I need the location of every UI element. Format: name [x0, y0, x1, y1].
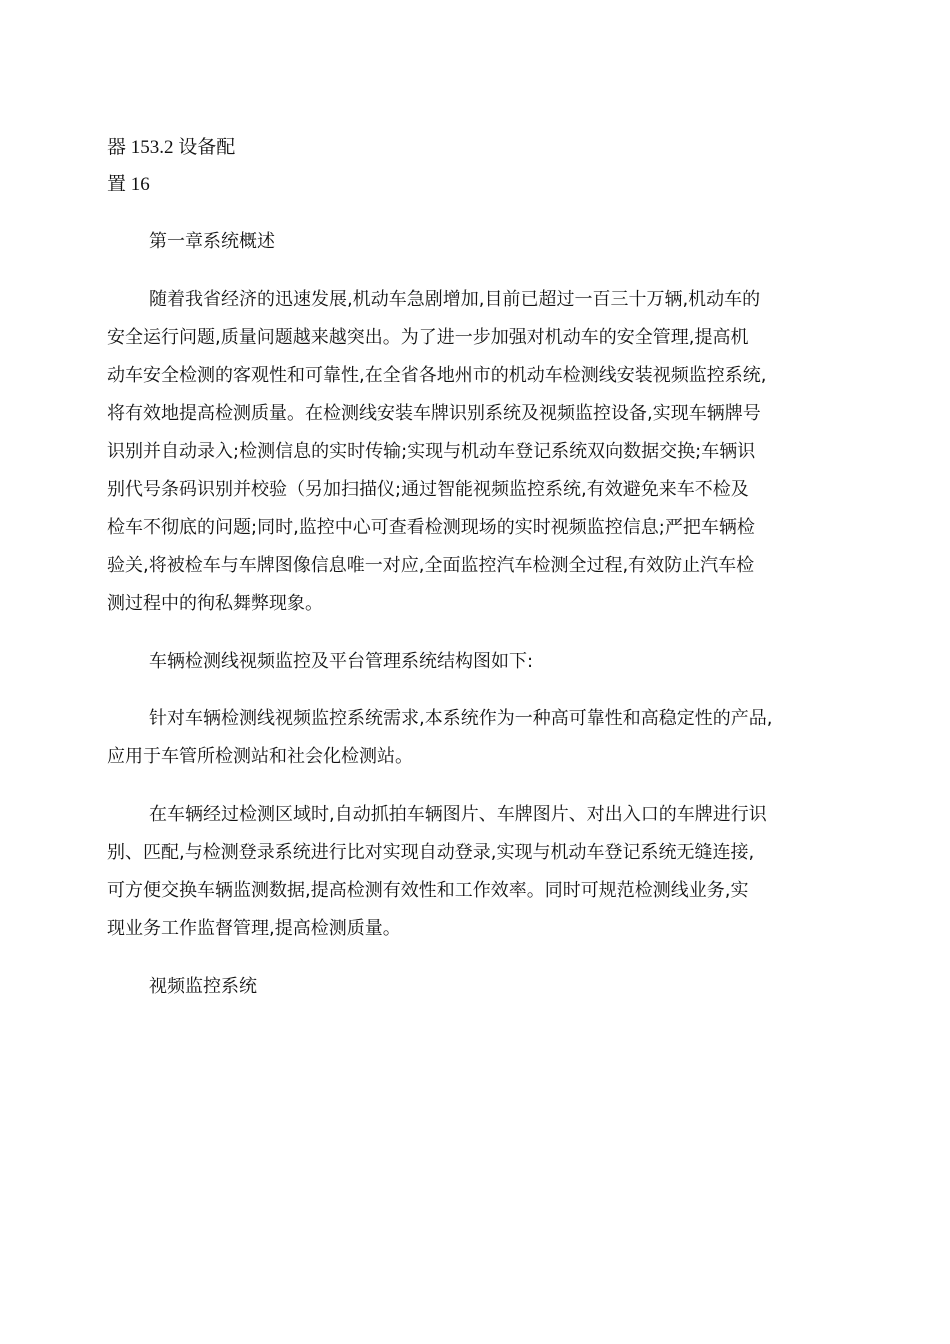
paragraph-line: 安全运行问题,质量问题越来越突出。为了进一步加强对机动车的安全管理,提高机 [107, 327, 749, 348]
paragraph-line: 识别并自动录入;检测信息的实时传输;实现与机动车登记系统双向数据交换;车辆识 [107, 441, 756, 462]
paragraph-line: 验关,将被检车与车牌图像信息唯一对应,全面监控汽车检测全过程,有效防止汽车检 [107, 555, 755, 576]
paragraph-line: 针对车辆检测线视频监控系统需求,本系统作为一种高可靠性和高稳定性的产品, [149, 708, 773, 729]
paragraph-line: 随着我省经济的迅速发展,机动车急剧增加,目前已超过一百三十万辆,机动车的 [149, 289, 761, 310]
paragraph-line: 在车辆经过检测区域时,自动抓拍车辆图片、车牌图片、对出入口的车牌进行识 [149, 804, 767, 825]
paragraph-line: 将有效地提高检测质量。在检测线安装车牌识别系统及视频监控设备,实现车辆牌号 [107, 403, 761, 424]
paragraph-line: 动车安全检测的客观性和可靠性,在全省各地州市的机动车检测线安装视频监控系统, [107, 365, 767, 386]
section-heading: 视频监控系统 [149, 976, 257, 997]
paragraph-line: 别代号条码识别并校验（另加扫描仪;通过智能视频监控系统,有效避免来车不检及 [107, 479, 749, 500]
toc-entry-line-2: 置 16 [107, 174, 150, 195]
paragraph-line: 车辆检测线视频监控及平台管理系统结构图如下: [149, 651, 534, 672]
toc-entry-line-1: 器 153.2 设备配 [107, 137, 236, 158]
paragraph-line: 别、匹配,与检测登录系统进行比对实现自动登录,实现与机动车登记系统无缝连接, [107, 842, 755, 863]
paragraph-line: 应用于车管所检测站和社会化检测站。 [107, 746, 413, 767]
paragraph-line: 测过程中的徇私舞弊现象。 [107, 593, 323, 614]
paragraph-line: 检车不彻底的问题;同时,监控中心可查看检测现场的实时视频监控信息;严把车辆检 [107, 517, 755, 538]
paragraph-line: 现业务工作监督管理,提高检测质量。 [107, 918, 401, 939]
paragraph-line: 可方便交换车辆监测数据,提高检测有效性和工作效率。同时可规范检测线业务,实 [107, 880, 749, 901]
chapter-title: 第一章系统概述 [149, 231, 275, 252]
